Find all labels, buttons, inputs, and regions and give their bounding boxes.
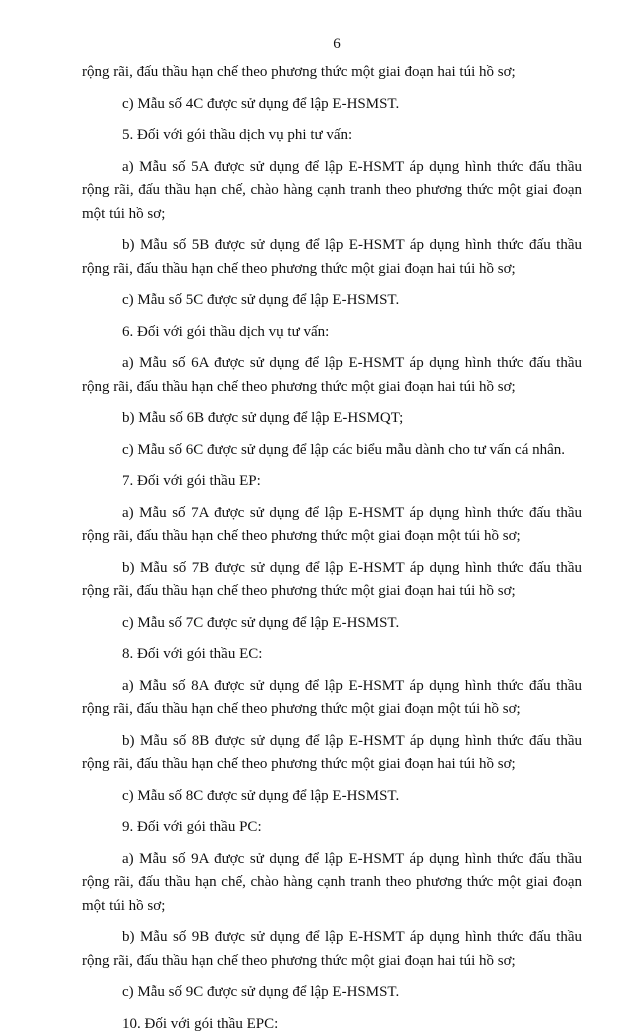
page-number: 6: [82, 36, 582, 53]
paragraph: a) Mẫu số 6A được sử dụng để lập E-HSMT áp dụng hình thức đấu thầu rộng rãi, đấu thầu hạn chế theo phương thức một giai đoạn hai túi hồ sơ;: [82, 352, 582, 399]
paragraph: b) Mẫu số 8B được sử dụng để lập E-HSMT áp dụng hình thức đấu thầu rộng rãi, đấu thầu hạn chế theo phương thức một giai đoạn hai túi hồ sơ;: [82, 730, 582, 777]
paragraph: c) Mẫu số 7C được sử dụng để lập E-HSMST.: [82, 612, 582, 636]
paragraph: c) Mẫu số 9C được sử dụng để lập E-HSMST.: [82, 981, 582, 1005]
paragraph: c) Mẫu số 4C được sử dụng để lập E-HSMST.: [82, 93, 582, 117]
paragraph: 9. Đối với gói thầu PC:: [82, 816, 582, 840]
paragraph: 7. Đối với gói thầu EP:: [82, 470, 582, 494]
paragraph: a) Mẫu số 9A được sử dụng để lập E-HSMT áp dụng hình thức đấu thầu rộng rãi, đấu thầu hạn chế, chào hàng cạnh tranh theo phương thức một giai đoạn một túi hồ sơ;: [82, 848, 582, 919]
paragraph: 6. Đối với gói thầu dịch vụ tư vấn:: [82, 321, 582, 345]
paragraph: b) Mẫu số 9B được sử dụng để lập E-HSMT áp dụng hình thức đấu thầu rộng rãi, đấu thầu hạn chế theo phương thức một giai đoạn hai túi hồ sơ;: [82, 926, 582, 973]
paragraph: b) Mẫu số 7B được sử dụng để lập E-HSMT áp dụng hình thức đấu thầu rộng rãi, đấu thầu hạn chế theo phương thức một giai đoạn hai túi hồ sơ;: [82, 557, 582, 604]
paragraph: c) Mẫu số 5C được sử dụng để lập E-HSMST.: [82, 289, 582, 313]
paragraph: rộng rãi, đấu thầu hạn chế theo phương thức một giai đoạn hai túi hồ sơ;: [82, 61, 582, 85]
paragraph: 8. Đối với gói thầu EC:: [82, 643, 582, 667]
paragraph: a) Mẫu số 8A được sử dụng để lập E-HSMT áp dụng hình thức đấu thầu rộng rãi, đấu thầu hạn chế theo phương thức một giai đoạn một túi hồ sơ;: [82, 675, 582, 722]
paragraph: 10. Đối với gói thầu EPC:: [82, 1013, 582, 1036]
paragraph: a) Mẫu số 5A được sử dụng để lập E-HSMT áp dụng hình thức đấu thầu rộng rãi, đấu thầu hạn chế, chào hàng cạnh tranh theo phương thức một giai đoạn một túi hồ sơ;: [82, 156, 582, 227]
paragraph: 5. Đối với gói thầu dịch vụ phi tư vấn:: [82, 124, 582, 148]
document-body: [82, 61, 582, 1036]
paragraph: c) Mẫu số 6C được sử dụng để lập các biểu mẫu dành cho tư vấn cá nhân.: [82, 439, 582, 463]
paragraph: a) Mẫu số 7A được sử dụng để lập E-HSMT áp dụng hình thức đấu thầu rộng rãi, đấu thầu hạn chế theo phương thức một giai đoạn một túi hồ sơ;: [82, 502, 582, 549]
paragraph: b) Mẫu số 6B được sử dụng để lập E-HSMQT;: [82, 407, 582, 431]
paragraph: c) Mẫu số 8C được sử dụng để lập E-HSMST.: [82, 785, 582, 809]
paragraph: b) Mẫu số 5B được sử dụng để lập E-HSMT áp dụng hình thức đấu thầu rộng rãi, đấu thầu hạn chế theo phương thức một giai đoạn hai túi hồ sơ;: [82, 234, 582, 281]
